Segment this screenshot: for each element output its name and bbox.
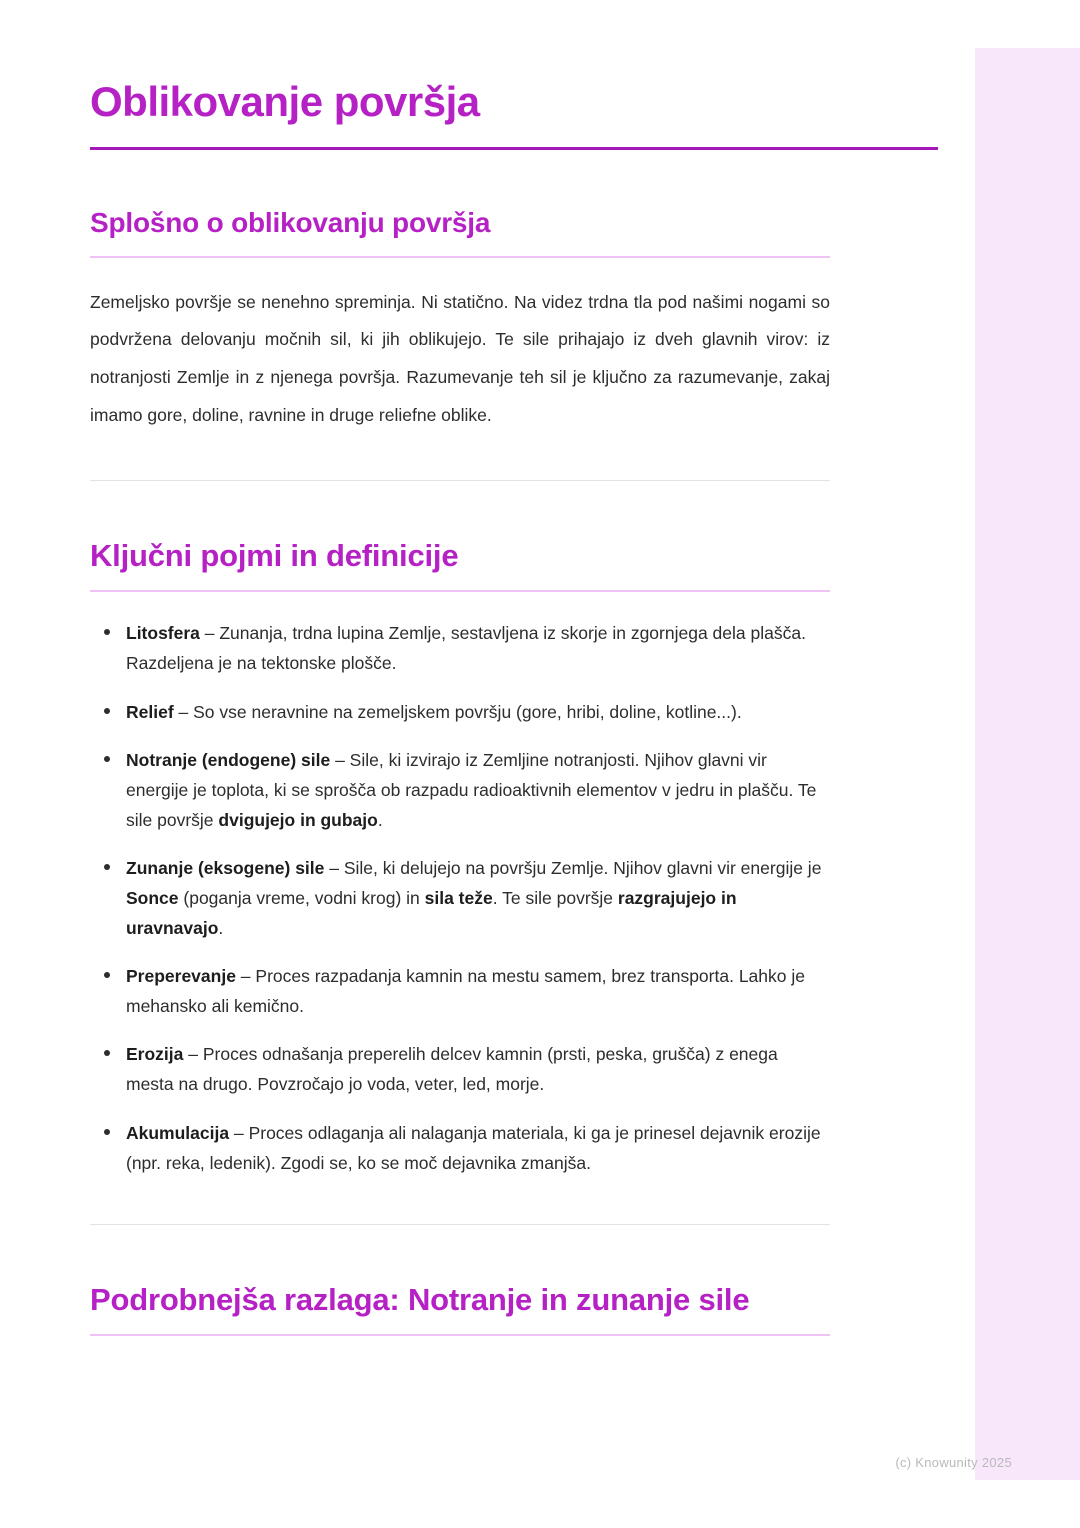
- term-label: Preperevanje: [126, 966, 236, 987]
- term-label: Notranje (endogene) sile: [126, 749, 331, 770]
- term-definition: – Proces odlaganja ali nalaganja materiala, ki ga je prinesel dejavnik erozije (npr. reka, ledenik). Zgodi se, ko se moč dejavnika zmanjša.: [126, 1122, 821, 1173]
- term-definition-mid-2: . Te sile površje: [492, 887, 618, 908]
- section-divider-key-terms: [90, 590, 830, 592]
- term-definition: – Sile, ki izvirajo iz Zemljine notranjosti. Njihov glavni vir energije je toplota, ki se sprošča ob razpadu radioaktivnih elementov v jedru in plašču. Te sile površje: [126, 749, 817, 830]
- term-definition: – Proces razpadanja kamnin na mestu samem, brez transporta. Lahko je mehansko ali kemično.: [126, 966, 805, 1017]
- page-title: Oblikovanje površja: [90, 78, 480, 125]
- term-definition: – So vse neravnine na zemeljskem površju (gore, hribi, doline, kotline...).: [173, 701, 742, 722]
- title-divider: [90, 147, 938, 150]
- content-divider-1: [90, 480, 830, 481]
- copyright-footer: (c) Knowunity 2025: [895, 1455, 1012, 1470]
- term-label: Zunanje (eksogene) sile: [126, 857, 325, 878]
- section-divider-detailed: [90, 1334, 830, 1336]
- list-item: [90, 618, 830, 678]
- section-divider-general: [90, 256, 830, 258]
- section-heading-key-terms: Ključni pojmi in definicije: [90, 538, 459, 574]
- section-heading-detailed: Podrobnejša razlaga: Notranje in zunanje sile: [90, 1281, 750, 1317]
- list-item: [90, 1118, 830, 1178]
- term-definition: – Proces odnašanja preperelih delcev kamnin (prsti, peska, grušča) z enega mesta na drugo. Povzročajo jo voda, veter, led, morje.: [126, 1044, 778, 1095]
- section-heading-general: Splošno o oblikovanju površja: [90, 207, 491, 239]
- term-emphasis: dvigujejo in gubajo: [218, 809, 378, 830]
- term-emphasis-3: razgrajujejo in uravnavajo: [126, 887, 737, 939]
- term-emphasis-2: sila teže: [424, 887, 493, 908]
- term-definition-mid: (poganja vreme, vodni krog) in: [178, 887, 425, 908]
- term-definition-tail: .: [377, 809, 383, 830]
- list-item: [90, 745, 830, 835]
- term-label: Akumulacija: [126, 1122, 230, 1143]
- term-definition: – Sile, ki delujejo na površju Zemlje. Njihov glavni vir energije je: [324, 857, 822, 878]
- term-definition: – Zunanja, trdna lupina Zemlje, sestavljena iz skorje in zgornjega dela plašča. Razdeljena je na tektonske plošče.: [126, 623, 806, 674]
- content-divider-2: [90, 1224, 830, 1225]
- page-side-strip: [975, 48, 1080, 1480]
- section-paragraph-general: Zemeljsko površje se nenehno spreminja. Ni statično. Na videz trdna tla pod našimi nogami so podvržena delovanju močnih sil, ki jih oblikujejo. Te sile prihajajo iz dveh glavnih virov: iz notranjosti Zemlje in z njenega površja. Razumevanje teh sil je ključno za razumevanje, zakaj imamo gore, doline, ravnine in druge reliefne oblike.: [90, 291, 830, 425]
- key-terms-list: [90, 618, 830, 1177]
- term-emphasis: Sonce: [126, 887, 179, 908]
- term-definition-tail: .: [218, 918, 224, 939]
- list-item: [90, 853, 830, 943]
- list-item: [90, 1039, 830, 1099]
- list-item: [90, 697, 830, 727]
- list-item: [90, 961, 830, 1021]
- term-label: Litosfera: [126, 623, 200, 644]
- term-label: Erozija: [126, 1044, 184, 1065]
- term-label: Relief: [126, 701, 174, 722]
